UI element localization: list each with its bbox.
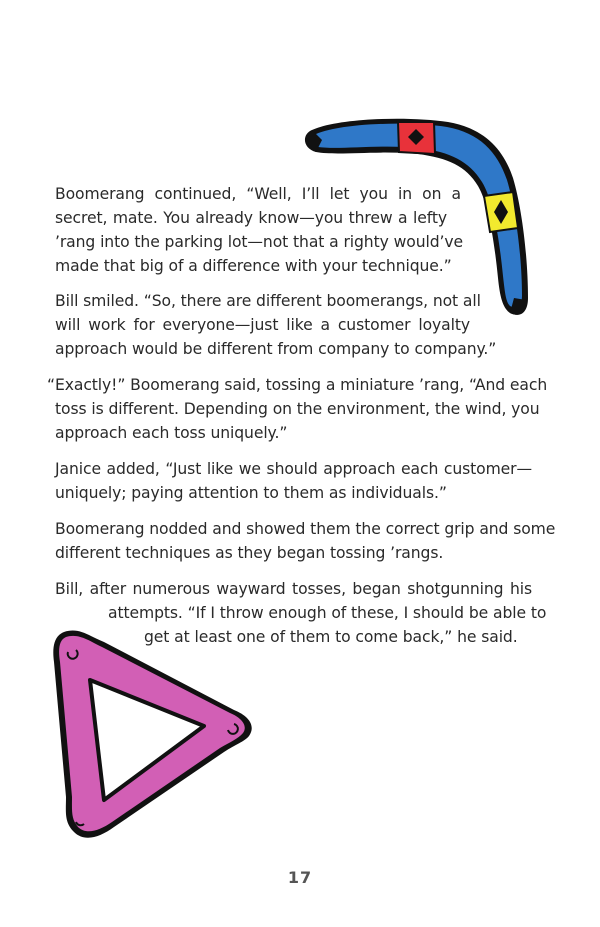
paragraph-6 [55, 577, 547, 649]
text-line: Bill smiled. “So, there are different boomerangs, not all [55, 292, 481, 310]
text-line: approach each toss uniquely.” [55, 424, 288, 442]
paragraph-1 [55, 182, 463, 278]
text-line: Janice added, “Just like we should approach each customer— [55, 460, 532, 478]
paragraph-4 [55, 457, 535, 505]
text-line: get at least one of them to come back,” he said. [144, 628, 518, 646]
text-line: “Exactly!” Boomerang said, tossing a miniature ’rang, “And each [47, 376, 548, 394]
text-line: will work for everyone—just like a customer loyalty [55, 316, 470, 334]
text-line: ’rang into the parking lot—not that a righty would’ve [55, 233, 463, 251]
text-line: toss is different. Depending on the environment, the wind, you [55, 400, 540, 418]
text-line: approach would be different from company to company.” [55, 340, 497, 358]
text-line: made that big of a difference with your technique.” [55, 257, 452, 275]
text-line: Bill, after numerous wayward tosses, began shotgunning his [55, 580, 532, 598]
text-line: Boomerang continued, “Well, I’ll let you in on a [55, 185, 461, 203]
paragraph-5 [55, 517, 556, 565]
paragraph-3 [47, 373, 548, 445]
page-number: 17 [287, 868, 313, 887]
text-line: Boomerang nodded and showed them the correct grip and some [55, 520, 556, 538]
triangle-boomerang-illustration [44, 622, 264, 844]
text-line: different techniques as they began tossing ’rangs. [55, 544, 444, 562]
paragraph-2 [55, 289, 497, 361]
text-line: attempts. “If I throw enough of these, I should be able to [108, 604, 547, 622]
text-line: uniquely; paying attention to them as individuals.” [55, 484, 447, 502]
text-line: secret, mate. You already know—you threw a lefty [55, 209, 447, 227]
